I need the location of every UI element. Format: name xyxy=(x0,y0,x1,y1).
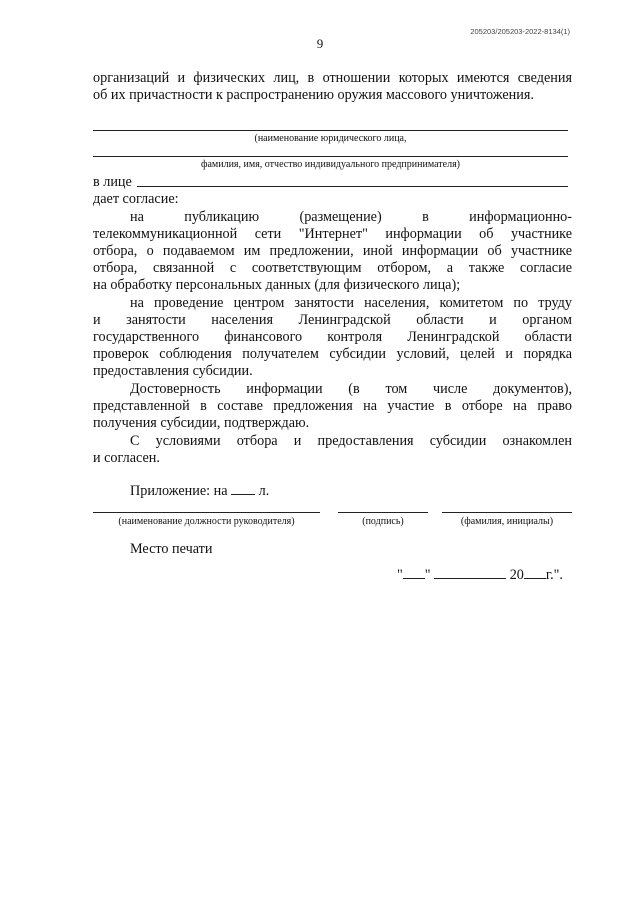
para2-line-1: на проведение центром занятости населения, комитетом по труду xyxy=(130,295,572,311)
para4-line-2: и согласен. xyxy=(93,450,160,466)
entrepreneur-caption: фамилия, имя, отчество индивидуального предпринимателя) xyxy=(200,159,460,170)
name-line xyxy=(442,512,572,513)
position-line xyxy=(93,512,320,513)
document-code: 205203/205203-2022-8134(1) xyxy=(470,27,570,36)
date-month-blank xyxy=(434,567,506,579)
date-suffix: г.". xyxy=(545,567,563,583)
date-quote-open: " xyxy=(397,567,403,583)
intro-line-1: организаций и физических лиц, в отношении которых имеются сведения xyxy=(93,70,572,86)
para1-line-5: на обработку персональных данных (для физического лица); xyxy=(93,277,461,293)
position-caption: (наименование должности руководителя) xyxy=(118,516,295,527)
attachment-pages-blank xyxy=(231,483,255,495)
page-number: 9 xyxy=(316,36,324,51)
date-line xyxy=(397,567,563,583)
signature-caption: (подпись) xyxy=(362,516,404,527)
para3-line-3: получения субсидии, подтверждаю. xyxy=(93,415,310,431)
in-person-line xyxy=(137,186,568,187)
date-day-blank xyxy=(403,567,425,579)
entrepreneur-line xyxy=(93,156,568,157)
name-caption: (фамилия, инициалы) xyxy=(460,516,554,527)
date-year-blank xyxy=(524,567,546,579)
stamp-label: Место печати xyxy=(130,541,213,557)
para3-line-2: представленной в составе предложения на участие в отборе на право xyxy=(93,398,572,414)
para2-line-5: предоставления субсидии. xyxy=(93,363,253,379)
para1-line-3: отбора, о подаваемом им предложении, иной информации об участнике xyxy=(93,243,572,259)
consent-label: дает согласие: xyxy=(93,191,179,207)
signature-line xyxy=(338,512,428,513)
para2-line-2: и занятости населения Ленинградской области и органом xyxy=(93,312,572,328)
para3-line-1: Достоверность информации (в том числе документов), xyxy=(130,381,572,397)
attachment-prefix: Приложение: на xyxy=(130,483,228,499)
attachment-suffix: л. xyxy=(258,483,270,499)
legal-entity-caption: (наименование юридического лица, xyxy=(254,133,407,144)
legal-entity-line xyxy=(93,130,568,131)
para1-line-2: телекоммуникационной сети "Интернет" информации об участнике xyxy=(93,226,572,242)
intro-line-2: об их причастности к распространению оружия массового уничтожения. xyxy=(93,87,534,103)
date-quote-close: " xyxy=(424,567,431,583)
para2-line-4: проверок соблюдения получателем субсидии условий, целей и порядка xyxy=(93,346,572,362)
date-year-prefix: 20 xyxy=(509,567,524,583)
in-person-label: в лице xyxy=(93,174,132,190)
para1-line-4: отбора, связанной с соответствующим отбором, а также согласие xyxy=(93,260,572,276)
para1-line-1: на публикацию (размещение) в информационно- xyxy=(130,209,572,225)
para4-line-1: С условиями отбора и предоставления субсидии ознакомлен xyxy=(130,433,572,449)
para2-line-3: государственного финансового контроля Ленинградской области xyxy=(93,329,572,345)
attachment-line xyxy=(130,483,269,499)
